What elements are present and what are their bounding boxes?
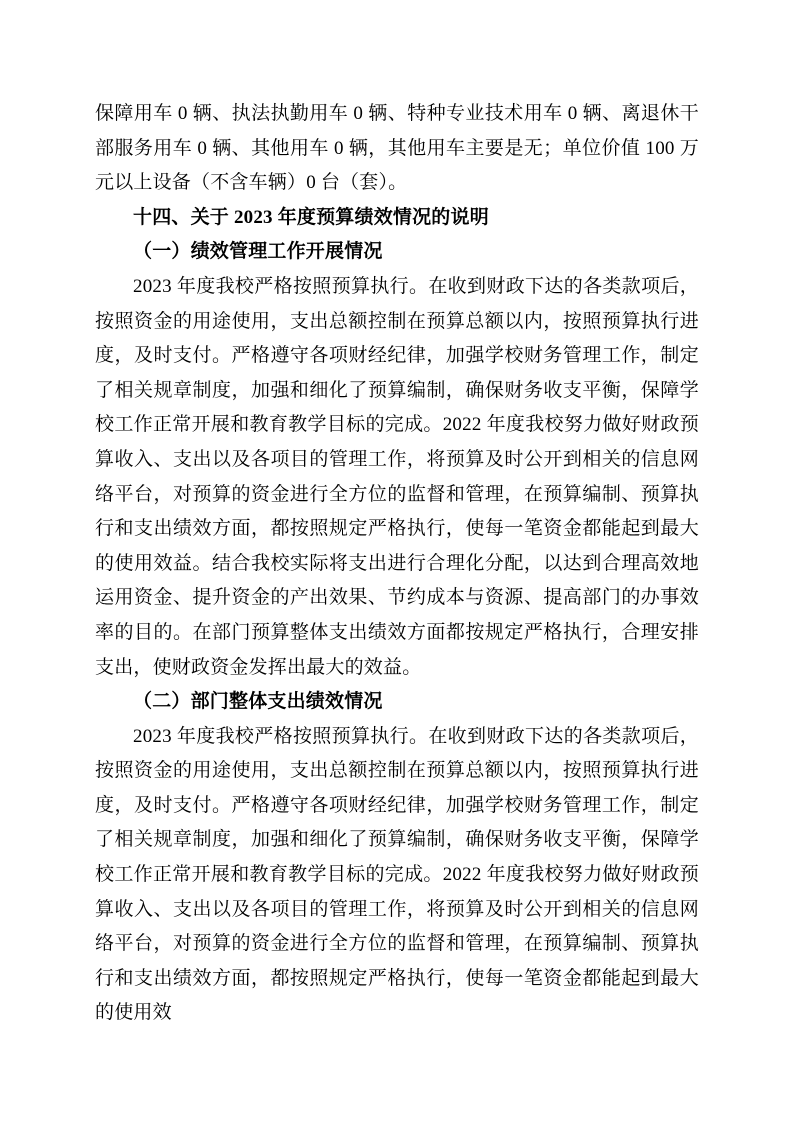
section-heading-14: 十四、关于 2023 年度预算绩效情况的说明 [133, 206, 489, 228]
subsection-1-body: 2023 年度我校严格按照预算执行。在收到财政下达的各类款项后，按照资金的用途使用，支出总额控制在预算总额以内，按照预算执行进度，及时支付。严格遵守各项财经纪律，加强学校财务管理工作，制定了相关规章制度，加强和细化了预算编制，确保财务收支平衡，保障学校工作正常开展和教育教学目标的完成。2022 年度我校努力做好财政预算收入、支出以及各项目的管理工作，将预算及时公开到相关的信息网络平台，对预算的资金进行全方位的监督和管理，在预算编制、预算执行和支出绩效方面，都按照规定严格执行，使每一笔资金都能起到最大的使用效益。结合我校实际将支出进行合理化分配，以达到合理高效地运用资金、提升资金的产出效果、节约成本与资源、提高部门的办事效率的目的。在部门预算整体支出绩效方面都按规定严格执行，合理安排支出，使财政资金发挥出最大的效益。 [95, 275, 699, 678]
subsection-2-body: 2023 年度我校严格按照预算执行。在收到财政下达的各类款项后，按照资金的用途使用，支出总额控制在预算总额以内，按照预算执行进度，及时支付。严格遵守各项财经纪律，加强学校财务管理工作，制定了相关规章制度，加强和细化了预算编制，确保财务收支平衡，保障学校工作正常开展和教育教学目标的完成。2022 年度我校努力做好财政预算收入、支出以及各项目的管理工作，将预算及时公开到相关的信息网络平台，对预算的资金进行全方位的监督和管理，在预算编制、预算执行和支出绩效方面，都按照规定严格执行，使每一笔资金都能起到最大的使用效 [95, 725, 699, 1024]
subsection-1-heading: （一）绩效管理工作开展情况 [133, 241, 383, 263]
subsection-2-heading: （二）部门整体支出绩效情况 [133, 691, 383, 713]
paragraph-vehicle-summary-continued: 保障用车 0 辆、执法执勤用车 0 辆、特种专业技术用车 0 辆、离退休干部服务用车 0 辆、其他用车 0 辆，其他用车主要是无；单位价值 100 万元以上设备（不含车辆）0 台（套）。 [95, 103, 699, 194]
